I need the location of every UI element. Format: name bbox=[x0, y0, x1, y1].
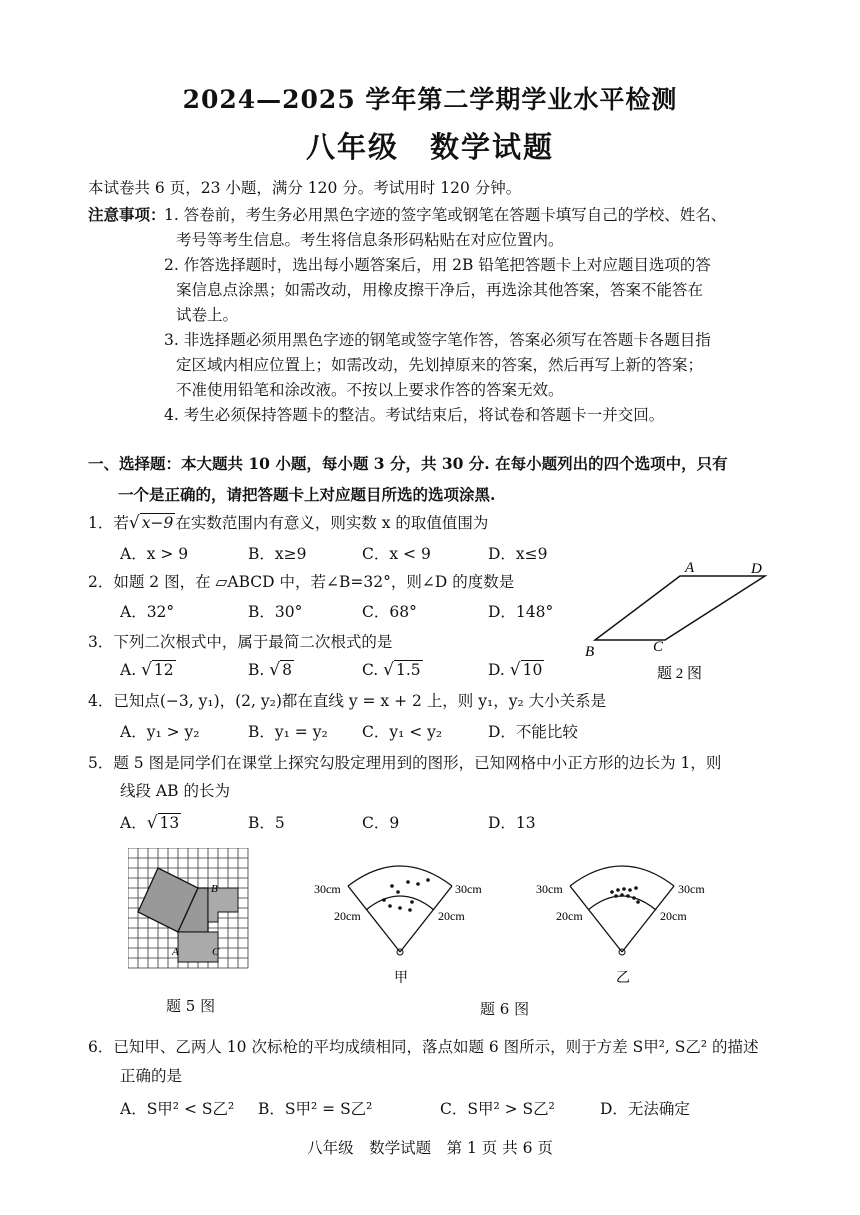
q2-option-d: D．148° bbox=[488, 603, 554, 621]
outer-arc bbox=[570, 866, 674, 886]
landing-dot bbox=[628, 888, 632, 892]
section-heading: 一、选择题：本大题共 10 小题，每小题 3 分，共 30 分. 在每小题列出的四个选项中，只有 bbox=[88, 454, 728, 473]
q1-option-d: D．x≤9 bbox=[488, 545, 548, 563]
q3-option-a bbox=[120, 660, 176, 680]
vertex-label-d: D bbox=[751, 561, 762, 577]
note-line: 考号等考生信息。考生将信息条形码粘贴在对应位置内。 bbox=[176, 231, 564, 249]
outer-arc bbox=[348, 866, 452, 886]
figure-2-parallelogram bbox=[575, 558, 775, 688]
section-heading-cont: 一个是正确的，请把答题卡上对应题目所选的选项涂黑. bbox=[118, 485, 496, 504]
vertex-label-b: B bbox=[585, 644, 595, 660]
question-6-stem: 6．已知甲、乙两人 10 次标枪的平均成绩相同，落点如题 6 图所示，则于方差 S甲², S乙² 的描述 bbox=[88, 1038, 759, 1056]
landing-dot bbox=[388, 904, 392, 908]
q5-option-b: B．5 bbox=[248, 814, 285, 832]
page-footer: 八年级 数学试题 第 1 页 共 6 页 bbox=[307, 1139, 553, 1157]
fan-left bbox=[314, 866, 482, 986]
question-5-stem-cont: 线段 AB 的长为 bbox=[120, 782, 230, 800]
landing-dot bbox=[632, 896, 636, 900]
inner-radius-label: 20cm bbox=[438, 909, 465, 923]
q3-option-a-label: A. bbox=[120, 661, 137, 679]
landing-dot bbox=[398, 906, 402, 910]
q3-option-c bbox=[362, 660, 423, 680]
landing-dot bbox=[410, 900, 414, 904]
q4-option-b: B．y₁ = y₂ bbox=[248, 723, 328, 741]
q1-option-a: A．x > 9 bbox=[120, 545, 189, 563]
figure-6-caption: 题 6 图 bbox=[480, 1000, 530, 1018]
q6-option-d: D．无法确定 bbox=[600, 1100, 690, 1118]
q3-option-c-radicand: 1.5 bbox=[396, 661, 421, 679]
q5-option-d: D．13 bbox=[488, 814, 536, 832]
question-4-stem: 4．已知点(−3, y₁)，(2, y₂)都在直线 y = x + 2 上，则 y₁，y₂ 大小关系是 bbox=[88, 692, 607, 710]
q3-option-b-radicand: 8 bbox=[282, 661, 292, 679]
q4-option-d: D．不能比较 bbox=[488, 723, 578, 741]
landing-dot bbox=[408, 908, 412, 912]
q3-option-a-radicand: 12 bbox=[153, 661, 174, 679]
note-line: 案信息点涂黑；如需改动，用橡皮擦干净后，再选涂其他答案，答案不能答在 bbox=[176, 281, 704, 299]
fan-right bbox=[536, 866, 705, 986]
note-line: 4. 考生必须保持答题卡的整洁。考试结束后，将试卷和答题卡一并交回。 bbox=[164, 406, 665, 424]
note-line: 不准使用铅笔和涂改液。不按以上要求作答的答案无效。 bbox=[176, 381, 564, 399]
figure-5-caption: 题 5 图 bbox=[166, 997, 216, 1015]
q4-option-a: A．y₁ > y₂ bbox=[120, 723, 200, 741]
landing-dot bbox=[390, 884, 394, 888]
fan-name-right: 乙 bbox=[616, 971, 630, 986]
q6-option-b: B．S甲² = S乙² bbox=[258, 1100, 373, 1118]
exam-title: 2024—2025 学年第二学期学业水平检测 bbox=[182, 85, 678, 114]
figure-5-grid bbox=[128, 848, 268, 973]
sqrt-sign: √ bbox=[141, 660, 152, 680]
q1-stem-pre: 1．若 bbox=[88, 514, 129, 532]
sqrt-sign: √ bbox=[128, 513, 140, 533]
q3-option-d bbox=[488, 660, 544, 680]
q5-option-a-radicand: 13 bbox=[159, 814, 180, 832]
q3-option-b-label: B. bbox=[248, 661, 265, 679]
vertex-label-a: A bbox=[685, 560, 695, 576]
q5-option-a bbox=[120, 811, 181, 833]
landing-dot bbox=[416, 882, 420, 886]
landing-dot bbox=[406, 880, 410, 884]
question-6-stem-cont: 正确的是 bbox=[120, 1067, 183, 1085]
q1-radicand: x−9 bbox=[141, 514, 174, 532]
landing-dot bbox=[626, 894, 630, 898]
landing-dot bbox=[614, 894, 618, 898]
q1-option-b: B．x≥9 bbox=[248, 545, 307, 563]
landing-dot bbox=[622, 887, 626, 891]
q5-option-a-label: A． bbox=[120, 814, 147, 832]
landing-dot bbox=[616, 888, 620, 892]
grid-label-b: B bbox=[211, 883, 218, 895]
q6-option-a: A．S甲² < S乙² bbox=[120, 1100, 235, 1118]
exam-intro: 本试卷共 6 页，23 小题，满分 120 分。考试用时 120 分钟。 bbox=[88, 179, 522, 197]
note-line: 1. 答卷前，考生务必用黑色字迹的签字笔或钢笔在答题卡填写自己的学校、姓名、 bbox=[164, 206, 727, 224]
q4-option-c: C．y₁ < y₂ bbox=[362, 723, 443, 741]
question-1-stem bbox=[88, 511, 488, 533]
q5-option-c: C．9 bbox=[362, 814, 400, 832]
outer-radius-label: 30cm bbox=[314, 882, 341, 896]
fan-name-left: 甲 bbox=[394, 971, 408, 986]
vertex-label-c: C bbox=[653, 639, 664, 655]
q1-stem-post: 在实数范围内有意义，则实数 x 的取值值围为 bbox=[175, 514, 489, 532]
question-5-stem: 5．题 5 图是同学们在课堂上探究勾股定理用到的图形，已知网格中小正方形的边长为 1，则 bbox=[88, 754, 722, 772]
note-line: 定区域内相应位置上；如需改动，先划掉原来的答案，然后再写上新的答案； bbox=[176, 356, 704, 374]
outer-radius-label: 30cm bbox=[678, 882, 705, 896]
q2-option-a: A．32° bbox=[120, 603, 175, 621]
exam-subtitle: 八年级 数学试题 bbox=[305, 130, 554, 164]
q2-option-c: C．68° bbox=[362, 603, 417, 621]
question-3-stem: 3．下列二次根式中，属于最简二次根式的是 bbox=[88, 633, 393, 651]
landing-dot bbox=[426, 878, 430, 882]
sqrt-sign: √ bbox=[509, 660, 521, 680]
q1-option-c: C．x < 9 bbox=[362, 545, 431, 563]
parallelogram-shape bbox=[595, 576, 765, 640]
inner-radius-label: 20cm bbox=[556, 909, 583, 923]
landing-dot bbox=[636, 900, 640, 904]
grid-label-a: A bbox=[172, 946, 179, 958]
landing-dot bbox=[396, 890, 400, 894]
inner-radius-label: 20cm bbox=[660, 909, 687, 923]
notes-label: 注意事项： bbox=[88, 205, 166, 224]
outer-radius-label: 30cm bbox=[455, 882, 482, 896]
inner-arc bbox=[588, 896, 656, 910]
note-line: 3. 非选择题必须用黑色字迹的钢笔或签字笔作答，答案必须写在答题卡各题目指 bbox=[164, 331, 711, 349]
note-line: 2. 作答选择题时，选出每小题答案后，用 2B 铅笔把答题卡上对应题目选项的答 bbox=[164, 256, 711, 274]
grid-label-c: C bbox=[212, 946, 220, 958]
sqrt-sign: √ bbox=[269, 660, 281, 680]
inner-radius-label: 20cm bbox=[334, 909, 361, 923]
landing-dot bbox=[610, 890, 614, 894]
q3-option-c-label: C. bbox=[362, 661, 379, 679]
figure-6-javelin-fans bbox=[300, 848, 720, 988]
q3-option-d-radicand: 10 bbox=[522, 661, 543, 679]
note-line: 试卷上。 bbox=[176, 306, 239, 324]
q2-option-b: B．30° bbox=[248, 603, 303, 621]
outer-radius-label: 30cm bbox=[536, 882, 563, 896]
landing-dot bbox=[382, 898, 386, 902]
q3-option-d-label: D. bbox=[488, 661, 505, 679]
sqrt-sign: √ bbox=[146, 813, 158, 833]
q3-option-b bbox=[248, 660, 294, 680]
figure-2-caption: 题 2 图 bbox=[657, 666, 703, 682]
question-2-stem: 2．如题 2 图，在 ▱ABCD 中，若∠B=32°，则∠D 的度数是 bbox=[88, 573, 515, 591]
q6-option-c: C．S甲² > S乙² bbox=[440, 1100, 555, 1118]
sqrt-sign: √ bbox=[383, 660, 395, 680]
landing-dot bbox=[634, 886, 638, 890]
landing-dot bbox=[620, 893, 624, 897]
